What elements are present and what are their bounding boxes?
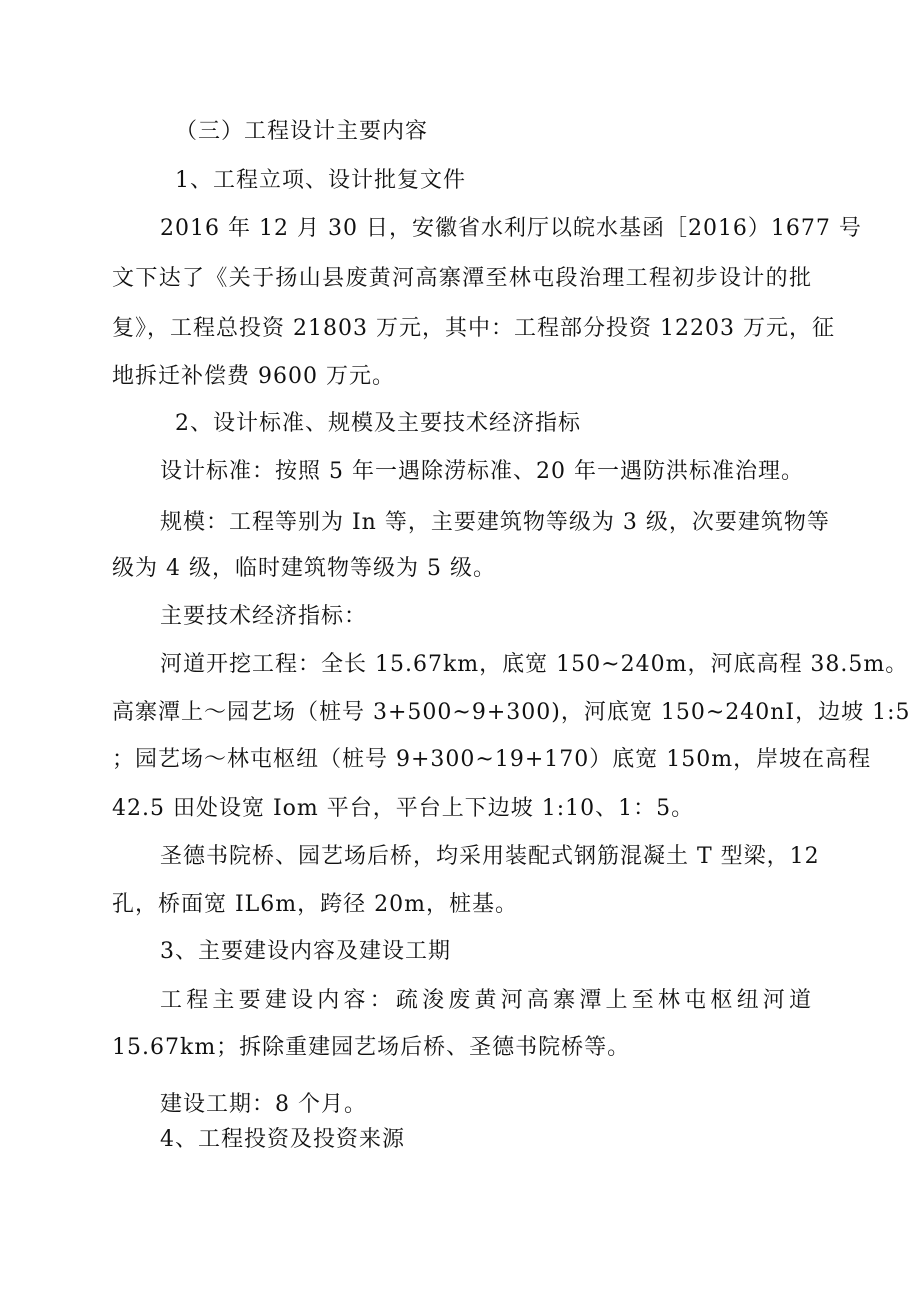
subheading-2: 2、设计标准、规模及主要技术经济指标 (175, 411, 581, 436)
paragraph-line: 15.67km；拆除重建园艺场后桥、圣德书院桥等。 (112, 1035, 631, 1060)
paragraph-line: 42.5 田处设宽 Iom 平台，平台上下边坡 1:10、1：5。 (112, 796, 695, 821)
paragraph-line: 文下达了《关于扬山县废黄河高寨潭至林屯段治理工程初步设计的批 (112, 266, 812, 291)
paragraph-line: 高寨潭上～园艺场（桩号 3+500~9+300)，河底宽 150~240nI，边坡 1:5 (112, 700, 911, 725)
paragraph-line: 规模：工程等别为 In 等，主要建筑物等级为 3 级，次要建筑物等 (160, 510, 830, 535)
paragraph-line: 级为 4 级，临时建筑物等级为 5 级。 (112, 556, 496, 581)
paragraph-line: 孔，桥面宽 IL6m，跨径 20m，桩基。 (112, 892, 519, 917)
paragraph-line: 圣德书院桥、园艺场后桥，均采用装配式钢筋混凝土 T 型梁，12 (160, 844, 820, 869)
section-heading: （三）工程设计主要内容 (175, 119, 429, 144)
subheading-3: 3、主要建设内容及建设工期 (160, 939, 451, 964)
paragraph-line: 主要技术经济指标： (160, 604, 368, 629)
paragraph-line: 工程主要建设内容：疏浚废黄河高寨潭上至林屯枢纽河道 (160, 988, 812, 1013)
paragraph-line: 设计标准：按照 5 年一遇除涝标准、20 年一遇防洪标准治理。 (160, 459, 804, 484)
paragraph-line: 2016 年 12 月 30 日，安徽省水利厅以皖水基函［2016）1677 号 (160, 216, 862, 241)
paragraph-line: 河道开挖工程：全长 15.67km，底宽 150~240m，河底高程 38.5m。 (160, 652, 909, 677)
paragraph-line: 复》，工程总投资 21803 万元，其中：工程部分投资 12203 万元，征 (112, 316, 835, 341)
paragraph-line: ；园艺场～林屯枢纽（桩号 9+300~19+170）底宽 150m，岸坡在高程 (112, 747, 872, 772)
paragraph-line: 地拆迁补偿费 9600 万元。 (112, 364, 395, 389)
subheading-4: 4、工程投资及投资来源 (160, 1127, 405, 1152)
paragraph-line: 建设工期：8 个月。 (160, 1092, 367, 1117)
subheading-1: 1、工程立项、设计批复文件 (175, 168, 466, 193)
